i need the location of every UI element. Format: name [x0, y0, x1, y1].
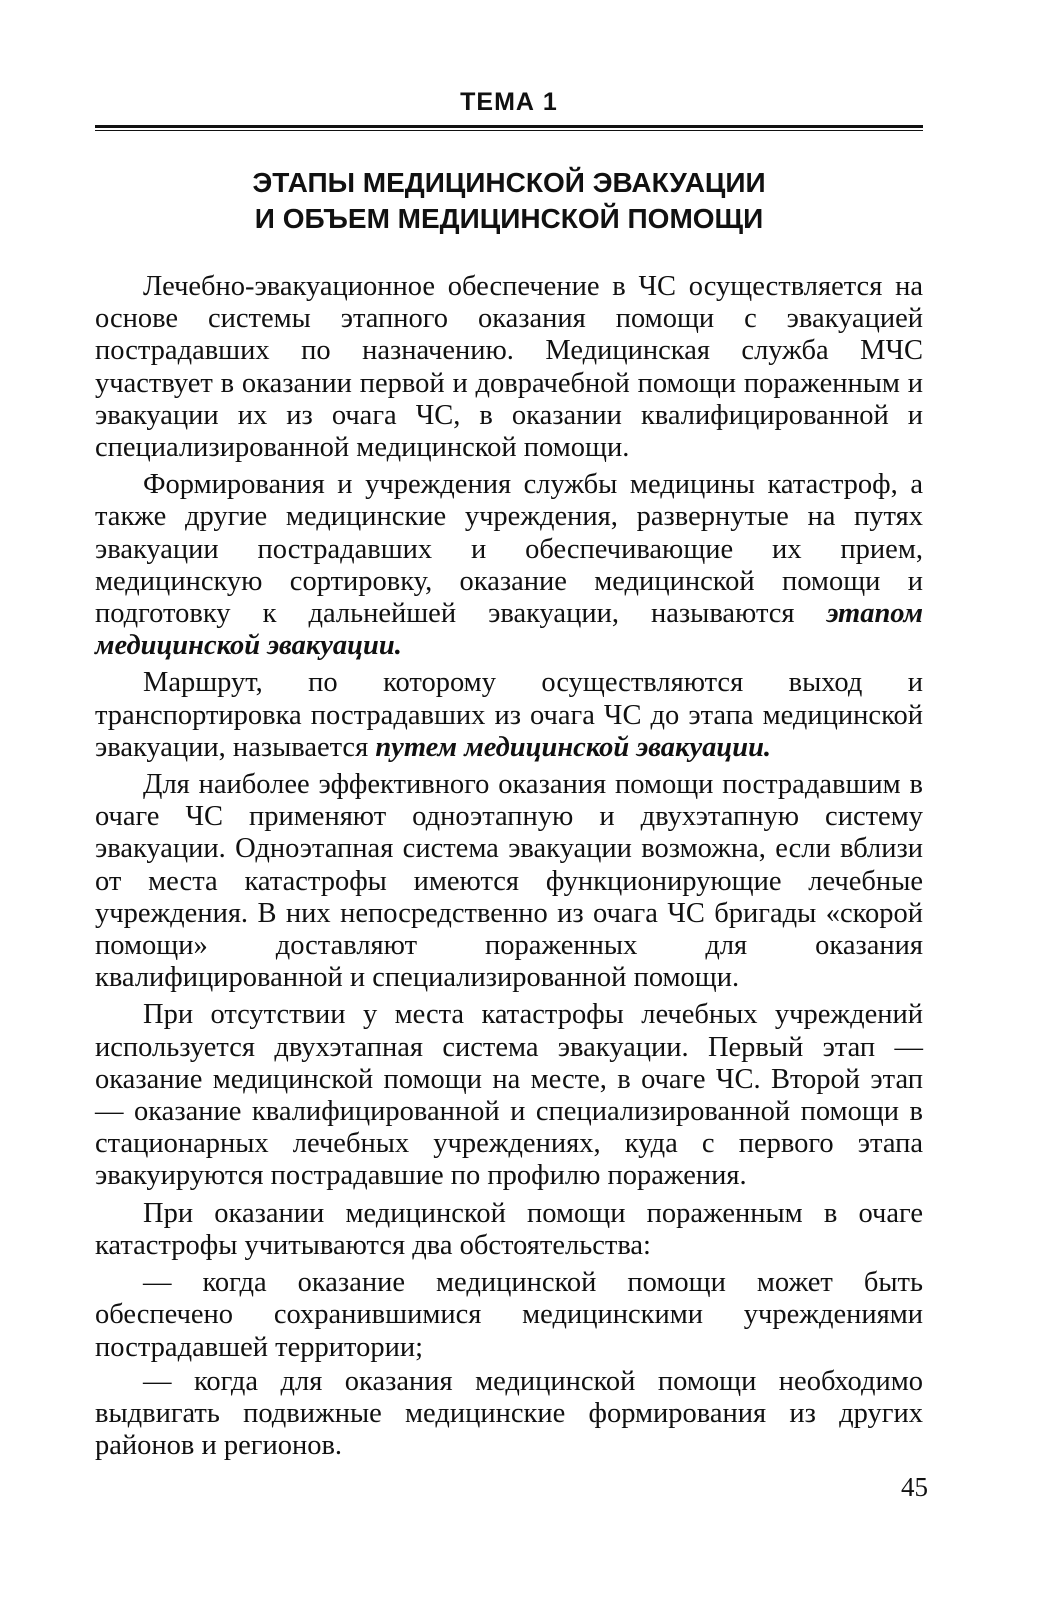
page-number: 45 — [901, 1472, 928, 1502]
dash-item-2: — когда для оказания медицинской помощи необходимо выдвигать подвижные медицинские формирования из других районов и регионов. — [95, 1365, 923, 1462]
term-evacuation-route: путем медицинской эвакуации. — [375, 731, 772, 763]
paragraph-3 — [95, 667, 923, 764]
chapter-title-line-2: И ОБЪЕМ МЕДИЦИНСКОЙ ПОМОЩИ — [254, 203, 764, 234]
header-rule — [95, 125, 923, 131]
paragraph-4: Для наиболее эффективного оказания помощи пострадавшим в очаге ЧС применяют одноэтапную и двухэтапную систему эвакуации. Одноэтапная система эвакуации возможна, если вблизи от места катастрофы имеются функционирующие лечебные учреждения. В них непосредственно из очага ЧС бригады «скорой помощи» доставляют пораженных для оказания квалифицированной и специализированной помощи. — [95, 769, 923, 994]
paragraph-1: Лечебно-эвакуационное обеспечение в ЧС осуществляется на основе системы этапного оказания помощи с эвакуацией пострадавших по назначению. Медицинская служба МЧС участвует в оказании первой и доврачебной помощи пораженным и эвакуации их из очага ЧС, в оказании квалифицированной и специализированной медицинской помощи. — [95, 271, 923, 464]
chapter-title — [95, 165, 923, 237]
book-page — [95, 88, 923, 1464]
dash-item-1: — когда оказание медицинской помощи может быть обеспечено сохранившимися медицинскими учреждениями пострадавшей территории; — [95, 1267, 923, 1363]
paragraph-2 — [95, 469, 923, 662]
paragraph-5: При отсутствии у места катастрофы лечебных учреждений используется двухэтапная система эвакуации. Первый этап — оказание медицинской помощи на месте, в очаге ЧС. Второй этап — оказание квалифицированной и специализированной помощи в стационарных лечебных учреждениях, куда с первого этапа эвакуируются пострадавшие по профилю поражения. — [95, 999, 923, 1192]
paragraph-6: При оказании медицинской помощи пораженным в очаге катастрофы учитываются два обстоятельства: — [95, 1197, 923, 1261]
paragraph-3-text: Маршрут, по которому осуществляются выход и транспортировка пострадавших из очага ЧС до этапа медицинской эвакуации, называется — [95, 667, 923, 763]
paragraph-2-text: Формирования и учреждения службы медицины катастроф, а также другие медицинские учреждения, развернутые на путях эвакуации пострадавших и обеспечивающие их прием, медицинскую сортировку, оказание медицинской помощи и подготовку к дальнейшей эвакуации, называются — [95, 469, 923, 630]
chapter-title-line-1: ЭТАПЫ МЕДИЦИНСКОЙ ЭВАКУАЦИИ — [252, 167, 766, 198]
topic-heading: ТЕМА 1 — [460, 88, 558, 116]
term-evacuation-stage: этапом медицинской эвакуации. — [95, 598, 923, 662]
body-text — [95, 271, 923, 1462]
